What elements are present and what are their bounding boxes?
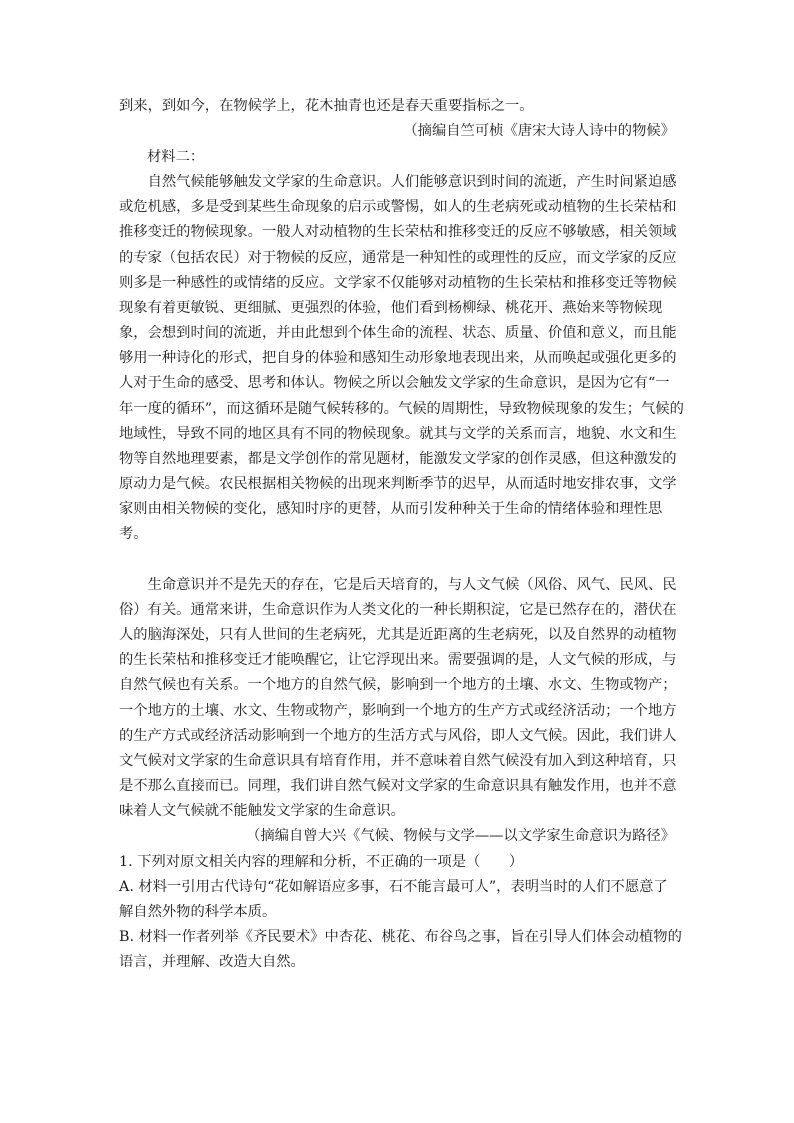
text-line: 则多是一种感性的或情绪的反应。文学家不仅能够对动植物的生长荣枯和推移变迁等物候 bbox=[119, 275, 677, 291]
question-1-stem: 1. 下列对原文相关内容的理解和分析，不正确的一项是（ ） bbox=[119, 854, 524, 870]
text-line: 地域性，导致不同的地区具有不同的物候现象。就其与文学的关系而言，地貌、水文和生 bbox=[119, 426, 677, 442]
text-line: B. 材料一作者列举《齐民要术》中杏花、桃花、布谷鸟之事，旨在引导人们体会动植物的 bbox=[119, 929, 682, 945]
source-citation-2: （摘编自曾大兴《气候、物候与文学——以文学家生命意识为路径》 bbox=[246, 828, 675, 844]
text-line: 考。 bbox=[119, 526, 148, 542]
text-line: 现象有着更敏锐、更细腻、更强烈的体验，他们看到杨柳绿、桃花开、燕始来等物候现 bbox=[119, 300, 663, 316]
text-line: 的生产方式或经济活动影响到一个地方的生活方式与风俗，即人文气候。因此，我们讲人 bbox=[119, 728, 677, 744]
text-line: 语言，并理解、改造大自然。 bbox=[119, 954, 305, 970]
text-line: 象，会想到时间的流逝，并由此想到个体生命的流程、状态、质量、价值和意义，而且能 bbox=[119, 325, 677, 341]
text-line: 人对于生命的感受、思考和体认。物候之所以会触发文学家的生命意识，是因为它有“一 bbox=[119, 375, 670, 391]
text-line: 或危机感，多是受到某些生命现象的启示或警惕，如人的生老病死或动植物的生长荣枯和 bbox=[119, 199, 677, 215]
text-line: 解自然外物的科学本质。 bbox=[119, 904, 277, 920]
text-line: 自然气候也有关系。一个地方的自然气候，影响到一个地方的土壤、水文、生物或物产； bbox=[119, 677, 677, 693]
text-line: 人的脑海深处，只有人世间的生老病死，尤其是近距离的生老病死，以及自然界的动植物 bbox=[119, 627, 677, 643]
text-line: 文气候对文学家的生命意识具有培育作用，并不意味着自然气候没有加入到这种培育，只 bbox=[119, 753, 677, 769]
text-line: 家则由相关物候的变化，感知时序的更替，从而引发种种关于生命的情绪体验和理性思 bbox=[119, 501, 663, 517]
text-line: A. 材料一引用古代诗句“花如解语应多事，石不能言最可人”，表明当时的人们不愿意了 bbox=[119, 879, 668, 895]
text-line: 够用一种诗化的形式，把自身的体验和感知生动形象地表现出来，从而唤起或强化更多的 bbox=[119, 350, 677, 366]
text-line: 生命意识并不是先天的存在，它是后天培育的，与人文气候（风俗、风气、民风、民 bbox=[119, 577, 677, 593]
text-line: 的专家（包括农民）对于物候的反应，通常是一种知性的或理性的反应，而文学家的反应 bbox=[119, 250, 677, 266]
text-line: 原动力是气候。农民根据相关物候的出现来判断季节的迟早，从而适时地安排农事，文学 bbox=[119, 476, 677, 492]
material2-heading: 材料二： bbox=[147, 149, 205, 165]
source-citation-1: （摘编自竺可桢《唐宋大诗人诗中的物候》 bbox=[403, 123, 675, 139]
text-line: 味着人文气候就不能触发文学家的生命意识。 bbox=[119, 803, 405, 819]
material1-tail: 到来，到如今，在物候学上，花木抽青也还是春天重要指标之一。 bbox=[119, 98, 534, 114]
text-line: 年一度的循环”，而这循环是随气候转移的。气候的周期性，导致物候现象的发生；气候的 bbox=[119, 401, 684, 417]
text-line: 俗）有关。通常来讲，生命意识作为人类文化的一种长期积淀，它是已然存在的，潜伏在 bbox=[119, 602, 677, 618]
text-line: 物等自然地理要素，都是文学创作的常见题材，能激发文学家的创作灵感，但这种激发的 bbox=[119, 451, 677, 467]
text-line: 是不那么直接而已。同理，我们讲自然气候对文学家的生命意识具有触发作用，也并不意 bbox=[119, 778, 677, 794]
text-line: 的生长荣枯和推移变迁才能唤醒它，让它浮现出来。需要强调的是，人文气候的形成，与 bbox=[119, 652, 677, 668]
text-line: 推移变迁的物候现象。一般人对动植物的生长荣枯和推移变迁的反应不够敏感，相关领域 bbox=[119, 224, 677, 240]
text-line: 一个地方的土壤、水文、生物或物产，影响到一个地方的生产方式或经济活动；一个地方 bbox=[119, 703, 677, 719]
text-line: 自然气候能够触发文学家的生命意识。人们能够意识到时间的流逝，产生时间紧迫感 bbox=[119, 174, 677, 190]
